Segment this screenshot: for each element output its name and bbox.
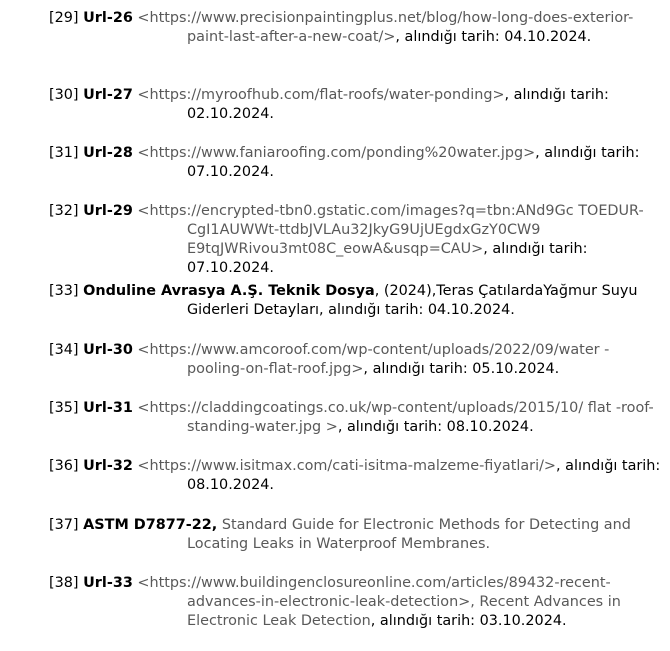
reference-key: Url-30 [83, 342, 133, 358]
reference-item [49, 9, 661, 47]
reference-description: , (2024),Teras ÇatılardaYağmur Suyu Giderleri Detayları, alındığı tarih: 04.10.2024. [187, 283, 638, 318]
reference-item [49, 399, 661, 437]
reference-retrieved-date: , alındığı tarih: 08.10.2024. [337, 419, 534, 435]
reference-number: [35] [49, 400, 79, 416]
reference-url: <https://myroofhub.com/flat-roofs/water-ponding> [137, 87, 505, 103]
reference-retrieved-date: , alındığı tarih: 04.10.2024. [395, 29, 592, 45]
reference-key: Url-28 [83, 145, 133, 161]
reference-number: [34] [49, 342, 79, 358]
reference-retrieved-date: , alındığı tarih: 07.10.2024. [187, 241, 588, 276]
reference-item [49, 574, 661, 631]
reference-number: [31] [49, 145, 79, 161]
reference-number: [38] [49, 575, 79, 591]
reference-url: <https://www.amcoroof.com/wp-content/uploads/2022/09/water -pooling-on-flat-roof.jpg> [137, 342, 610, 377]
reference-number: [29] [49, 10, 79, 26]
reference-number: [32] [49, 203, 79, 219]
reference-key: Url-31 [83, 400, 133, 416]
reference-item [49, 282, 661, 320]
reference-number: [33] [49, 283, 79, 299]
reference-number: [36] [49, 458, 79, 474]
reference-item [49, 202, 661, 278]
reference-url: <https://www.precisionpaintingplus.net/blog/how-long-does-exterior-paint-last-after-a-new-coat/> [137, 10, 634, 45]
reference-number: [30] [49, 87, 79, 103]
reference-retrieved-date: , alındığı tarih: 08.10.2024. [187, 458, 661, 493]
reference-url: <https://www.buildingenclosureonline.com/articles/89432-recent-advances-in-electronic-leak-detection>, Recent Advances in Electronic Leak Detection [137, 575, 621, 629]
reference-retrieved-date: , alındığı tarih: 07.10.2024. [187, 145, 640, 180]
reference-title: Standard Guide for Electronic Methods for Detecting and Locating Leaks in Waterproof Membranes. [187, 517, 631, 552]
reference-url: <https://www.faniaroofing.com/ponding%20water.jpg> [137, 145, 536, 161]
reference-key: Url-26 [83, 10, 133, 26]
reference-key: Url-33 [83, 575, 133, 591]
reference-retrieved-date: , alındığı tarih: 05.10.2024. [363, 361, 560, 377]
reference-item [49, 144, 661, 182]
reference-item [49, 86, 661, 124]
reference-key: Onduline Avrasya A.Ş. Teknik Dosya [83, 283, 375, 299]
reference-url: <https://www.isitmax.com/cati-isitma-malzeme-fiyatlari/> [137, 458, 556, 474]
reference-item [49, 457, 661, 495]
reference-item [49, 341, 661, 379]
reference-key: Url-29 [83, 203, 133, 219]
reference-number: [37] [49, 517, 79, 533]
reference-key: ASTM D7877-22, [83, 517, 218, 533]
reference-item [49, 516, 661, 554]
reference-retrieved-date: , alındığı tarih: 02.10.2024. [187, 87, 609, 122]
reference-retrieved-date: , alındığı tarih: 03.10.2024. [370, 613, 567, 629]
reference-key: Url-32 [83, 458, 133, 474]
reference-url: <https://encrypted-tbn0.gstatic.com/images?q=tbn:ANd9Gc TOEDUR-CgI1AUWWt-ttdbJVLAu32JkyG9UjUEgdxGzY0CW9 E9tqJWRivou3mt08C_eowA&usqp=CAU> [137, 203, 644, 257]
reference-key: Url-27 [83, 87, 133, 103]
reference-url: <https://claddingcoatings.co.uk/wp-content/uploads/2015/10/ flat -roof-standing-water.jpg > [137, 400, 654, 435]
